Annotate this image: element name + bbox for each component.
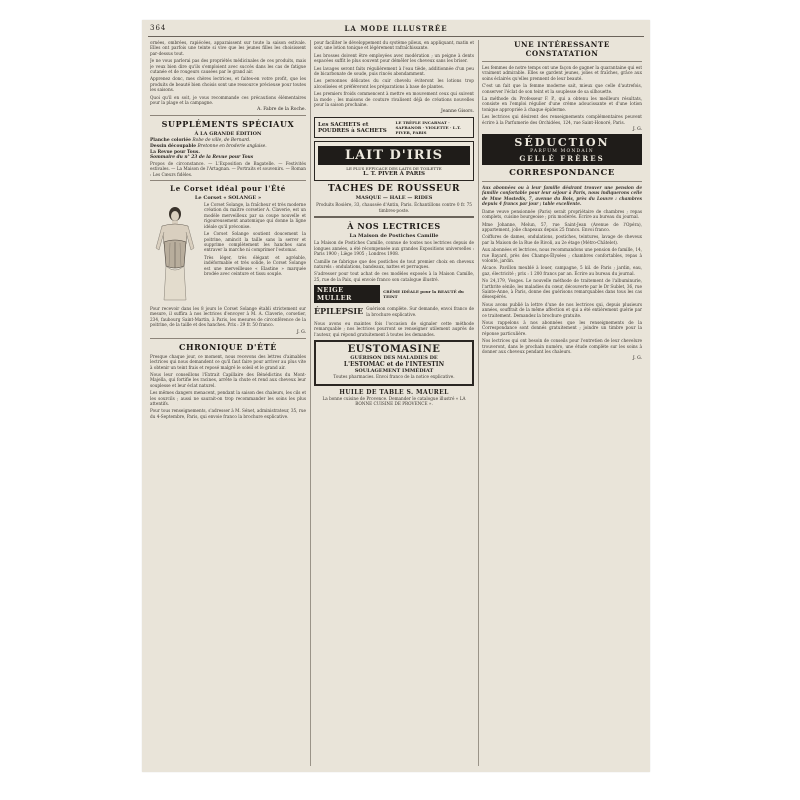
section-rule	[150, 338, 306, 339]
neige-muller-ad	[314, 285, 474, 303]
neige-muller-logo: NEIGE MULLER	[314, 285, 380, 303]
article-paragraph: Pour tous renseignements, s'adresser à M. Sénet, administrateur, 35, rue du 4-Septembre, Paris, qui envoie franco la brochure explicative.	[150, 408, 306, 419]
section-rule	[482, 181, 642, 182]
epilepsie-title: ÉPILEPSIE	[314, 306, 364, 317]
section-rule	[150, 180, 306, 181]
huile-maurel-title: HUILE DE TABLE S. MAUREL	[339, 388, 449, 396]
correspondance-item: Aux abonnées et lectrices, nous recommandons une pension de famille, 14, rue Bayard, près des Champs-Élysées ; chambres confortables, repas à volonté, jardin.	[482, 247, 642, 263]
article-paragraph: ornées, ombrées, rapiécées, apparaissent sur toute la saison estivale. Elles ont parfois une teinte si vive que les jeunes filles les choisissent par-dessus tout.	[150, 40, 306, 56]
corset-illustration	[150, 204, 200, 304]
article-paragraph: Les lectrices qui désirent des renseignements complémentaires peuvent écrire à la Parfumerie des Orchidées, 124, rue Saint-Honoré, Paris.	[482, 114, 642, 125]
seduction-ad	[482, 134, 642, 165]
taches-ad-sub: MASQUE — HALE — RIDES	[355, 195, 433, 202]
article-paragraph: Apprenez donc, mes chères lectrices, et faites-en votre profit, que les produits de beauté bien choisis sont une ressource précieuse pour toutes les saisons.	[150, 76, 306, 93]
chronique-heading: CHRONIQUE D'ÉTÉ	[179, 341, 277, 352]
lait-iris-tagline: LE PLUS EFFICACE DES LAITS DE TOILETTE	[346, 166, 442, 172]
article-paragraph: Les femmes de notre temps ont une façon de gagner la quarantaine qui est vraiment admirable. Elles se gardent jeunes, jolies et fraîches, grâce aux soins éclairés qu'elles prennent de leur beauté.	[482, 65, 642, 81]
lait-iris-maker: L. T. PIVER À PARIS	[363, 171, 425, 178]
constat-heading: UNE INTÉRESSANTE CONSTATATION	[514, 40, 610, 58]
taches-ad-text: Produits Rosière, 33, chaussée d'Antin, Paris. Échantillons contre 0 fr. 75 timbres-poste.	[316, 202, 472, 213]
article-paragraph: Les mêmes dangers menacent, pendant la saison des chaleurs, les cils et les sourcils ; aussi ne saurait-on trop recommander les soins les plus attentifs.	[150, 390, 306, 406]
article-paragraph: Quoi qu'il en soit, je vous recommande ces précautions élémentaires pour la plage et la campagne.	[150, 94, 306, 106]
article-paragraph: Presque chaque jour, ce moment, nous recevons des lettres d'aimables lectrices qui nous demandent ce qu'il faut faire pour arriver au plus vite à obtenir un teint frais et reposé malgré le soleil et le grand air.	[150, 353, 306, 370]
epilepsie-text: Guérison complète. Sur demande, envoi franco de la brochure explicative.	[366, 306, 474, 317]
section-rule	[150, 115, 306, 116]
column-1	[150, 40, 306, 766]
correspondance-item: Alcace. Pavillon meublé à louer, campagne, 5 kil. de Paris ; jardin, eau, gaz, électricité ; prix : 1 200 francs par an. Écrire au bureau du journal.	[482, 265, 642, 276]
lait-iris-ad	[314, 141, 474, 181]
article-paragraph: La Maison de Postiches Camille, connue de toutes nos lectrices depuis de longues années, a été récompensée aux grandes Expositions universelles : Paris 1900 ; Liège 1905 ; Londres 1908.	[314, 240, 474, 257]
huile-maurel-ad	[314, 389, 474, 407]
article-paragraph: Le Corset Solange, la fraîcheur et très moderne création du maître corsetier A. Claverie, est un modèle merveilleux par sa coupe nouvelle et rigoureusement anatomique qui donne la ligne idéale qu'il préconise.	[204, 202, 306, 229]
column-3	[482, 40, 642, 766]
sommaire-text: Propos de circonstance. — L'Exposition de Bagatelle. — Festivités estivales. — La Maison de l'Artagnan. — Portraits et souvenirs. — Roman : Les Cœurs fidèles.	[150, 160, 306, 177]
correspondance-item: Nos lectrices qui ont besoin de conseils pour l'entretien de leur chevelure trouveront, dans le prochain numéro, une étude complète sur les soins à donner aux cheveux pendant les chaleurs.	[482, 338, 642, 355]
article-paragraph: Nous avons eu maintes fois l'occasion de signaler cette méthode remarquable ; nos lectrices pourront se renseigner utilement auprès de l'auteur, qui répond gratuitement à toutes les demandes.	[314, 320, 474, 337]
article-paragraph: Nous leur conseillons l'Extrait Capillaire des Bénédictins du Mont-Majella, qui fortifie les racines, arrête la chute et rend aux cheveux leur souplesse et leur éclat naturel.	[150, 371, 306, 388]
article-paragraph: Camille ne fabrique que des postiches de tout premier choix en cheveux naturels : ondulations, bandeaux, nattes et perruques.	[314, 258, 474, 269]
article-paragraph: Le Corset Solange soutient doucement la poitrine, amincit la taille sans la serrer et supprime complètement les hanches sans entraver la marche ni comprimer l'estomac.	[204, 231, 306, 253]
article-paragraph: Les brosses doivent être employées avec modération ; un peigne à dents espacées suffit le plus souvent pour démêler les cheveux sans les briser.	[314, 52, 474, 64]
column-divider-1	[310, 40, 311, 766]
correspondance-heading: CORRESPONDANCE	[509, 168, 615, 179]
article-paragraph: S'adresser pour tout achat de ces modèles exposés à la Maison Camille, 25, rue de la Paix, qui envoie franco son catalogue illustré.	[314, 271, 474, 282]
article-paragraph: Je ne vous parlerai pas des propriétés médicinales de ces produits, mais je veux bien dire qu'ils s'emploient avec succès dans les cas de fatigue cutanée et de rougeurs causées par le grand air.	[150, 58, 306, 75]
correspondance-item: Dame veuve pensionnée (Paris) serait propriétaire de chambres ; repas complets, cuisine bourgeoise ; prix modérés. Écrire au bureau du journal.	[482, 208, 642, 220]
article-paragraph: Pour recevoir dans les 8 jours le Corset Solange établi strictement sur mesure, il suffira à nos lectrices d'envoyer à M. A. Claverie, corsetier, 234, faubourg Saint-Martin, à Paris, les mesures de circonférence de la poitrine, de la taille et des hanches. Prix : 29 fr. 50 franco.	[150, 306, 306, 328]
article-signature: J. G.	[632, 127, 642, 133]
corset-subheading: Le Corset « SOLANGE »	[194, 195, 262, 202]
eustomasine-line: SOULAGEMENT IMMÉDIAT	[354, 368, 434, 375]
corset-heading: Le Corset idéal pour l'Été	[170, 184, 286, 194]
lectrices-heading: À NOS LECTRICES	[347, 221, 441, 232]
taches-ad-title: TACHES DE ROUSSEUR	[327, 184, 461, 195]
eustomasine-ad	[314, 340, 474, 385]
sommaire-title: Sommaire du n° 23 de la Revue pour Tous	[150, 155, 254, 161]
article-paragraph: Les lavages seront faits régulièrement à l'eau tiède, additionnée d'un peu de bicarbonate de soude, puis rincés abondamment.	[314, 65, 474, 77]
seduction-logo: SÉDUCTION	[514, 136, 610, 150]
huile-maurel-text: La bonne cuisine de Provence. Demander le catalogue illustré « LA BONNE CUISINE DE PROVENCE ».	[322, 395, 466, 406]
supplements-subheading: À LA GRANDE ÉDITION	[194, 131, 262, 138]
supplement-line: Planche coloriée Robe de ville, de Bernard.	[150, 138, 251, 144]
taches-ad	[314, 184, 474, 213]
correspondance-item: Nous rappelons à nos abonnées que les renseignements de la Correspondance sont donnés gratuitement ; joindre un timbre pour la réponse particulière.	[482, 320, 642, 336]
sachets-ad-brands: LE TRÈFLE INCARNAT · SAFRANOR · VIOLETTE · L.T. PIVER, PARIS	[395, 120, 461, 136]
lait-iris-logo: LAIT D'IRIS	[318, 146, 470, 165]
article-paragraph: Les personnes délicates du cuir chevelu éviteront les lotions trop alcoolisées et préféreront les préparations à base de plantes.	[314, 78, 474, 89]
section-rule	[314, 216, 474, 218]
article-paragraph: Très léger, très élégant et agréable, indéformable et très solide, le Corset Solange est une merveilleuse « Elastine » marquée brodée avec ceinture et tissu souple.	[204, 254, 306, 276]
seduction-tagline: PARFUM MONDAIN	[530, 149, 594, 155]
section-rule	[482, 61, 642, 62]
page-number: 364	[150, 24, 167, 32]
publication-title: LA MODE ILLUSTRÉE	[344, 24, 448, 33]
column-2	[314, 40, 474, 766]
column-divider-2	[478, 40, 479, 766]
article-paragraph: La méthode du Professeur F. P., qui a obtenu les meilleurs résultats, consiste en l'emploi régulier d'une crème adoucissante et d'une lotion tonique appropriée à chaque épiderme.	[482, 96, 642, 112]
article-signature: A. Fabre de la Roche.	[257, 107, 306, 113]
article-paragraph: Les premiers froids commencent à mettre en mouvement ceux qui suivent la mode ; les maisons de couture rivalisent déjà de créations nouvelles pour la saison prochaine.	[314, 91, 474, 108]
eustomasine-logo: EUSTOMASINE	[347, 344, 441, 356]
article-signature: J. G.	[296, 329, 306, 335]
eustomasine-text: Toutes pharmacies. Envoi franco de la notice explicative.	[333, 374, 455, 380]
article-paragraph: C'est un fait que la femme moderne sait, mieux que celle d'autrefois, conserver l'éclat de son teint et la souplesse de sa silhouette.	[482, 83, 642, 94]
epilepsie-ad	[314, 306, 474, 319]
article-signature: Jeanne Gisors.	[441, 109, 474, 115]
correspondance-item: Coiffures de dames, ondulations, postiches, teintures, lavage de cheveux par la Maison de la Rue de Rivoli, au 2e étage (Métro-Châtelet).	[482, 234, 642, 245]
neige-muller-text: CRÈME IDÉALE pour la BEAUTÉ du TEINT	[383, 289, 464, 300]
correspondance-item: Mme Johanne, Melun, 57, rue Saint-Jean (Avenue de l'Opéra), appartement, jolie chapeaux depuis 25 francs. Envoi franco.	[482, 221, 642, 232]
sachets-ad-title: Les SACHETS et POUDRES à SACHETS	[318, 121, 387, 134]
eustomasine-line: L'ESTOMAC et de l'INTESTIN	[343, 361, 445, 369]
correspondance-intro: Aux abonnées ou à leur famille désirant trouver une pension de famille confortable pour leur séjour à Paris, nous indiquerons celle de Mme Mostedis, 7, avenue du Bois, près du Louvre : chambres depuis 4 francs par jour ; table excellente.	[482, 185, 642, 207]
article-paragraph: pour faciliter le développement du système pileux, en appliquant, matin et soir, une lotion tonique et légèrement rafraîchissante.	[314, 40, 474, 51]
header-rule	[148, 36, 644, 37]
supplement-line: La Revue pour Tous.	[150, 149, 200, 155]
lectrices-subheading: La Maison de Postiches Camille	[349, 233, 439, 240]
correspondance-item: No 24,179, Vosges. Le nouvelle méthode de traitement de l'albuminurie, l'arthrite sénile, les maladies du cœur, découverte par le Dr Sublet, 36, rue Sainte-Anne, à Paris, donne des guérisons remarquables dans tous les cas désespérés.	[482, 278, 642, 300]
sachets-ad	[314, 117, 474, 138]
seduction-maker: GELLÉ FRÈRES	[519, 154, 605, 164]
supplement-line: Dessin découpable Bretonne en broderie anglaise.	[150, 144, 267, 150]
supplements-heading: SUPPLÉMENTS SPÉCIAUX	[161, 119, 295, 130]
magazine-page	[142, 20, 650, 772]
page-header	[142, 24, 650, 36]
correspondance-item: Nous avons publié la lettre d'une de nos lectrices qui, depuis plusieurs années, souffrait de la même affection et qui a été entièrement guérie par ce traitement. Demandez la brochure gratuite.	[482, 301, 642, 318]
eustomasine-line: GUÉRISON DES MALADIES DE	[350, 355, 438, 362]
article-signature: J. G.	[632, 356, 642, 362]
